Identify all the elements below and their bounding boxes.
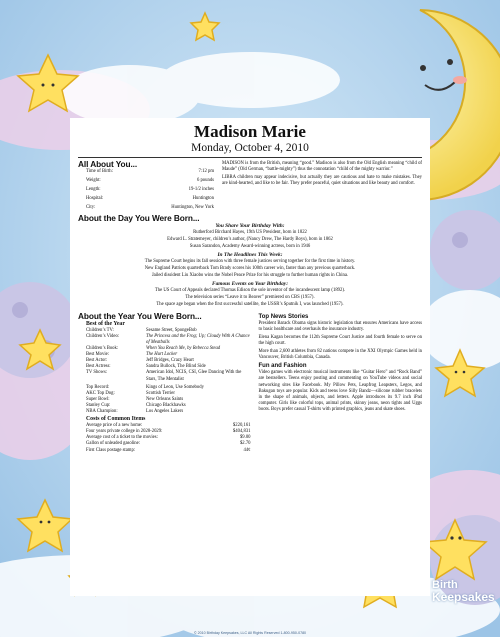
cost-row: Four years private college in 2028-2029: $404,831 xyxy=(86,429,251,435)
news-item: Elena Kagan becomes the 112th Supreme Court Justice and fourth female to serve on the high court. xyxy=(258,335,422,347)
birthday-item: Susan Sarandon, Academy Award-winning actress, born in 1946 xyxy=(189,244,311,250)
copyright-footer: © 2010 Birthday Keepsakes, LLC All Rights Reserved 1-800-950-0780 xyxy=(193,631,307,635)
best-row: TV Shows: American Idol, NCIS, CSI, Glee Dancing With the Stars, The Mentalist xyxy=(86,370,242,382)
brand-logo: Birth Keepsakes xyxy=(432,579,495,604)
section-title-year-born: About the Year You Were Born... xyxy=(78,310,202,321)
top-news-title: Top News Stories xyxy=(258,313,309,320)
name-meaning-text: MADISON is from the British, meaning “good.” Madison is also from the Old English meaning “child of Maude” (Old German, “battle-mighty”) thus the connotation “child of the mighty warrior.” xyxy=(222,161,422,173)
fact-row: Weight: 6 pounds xyxy=(86,178,214,184)
birthday-item: Edward L. Stratemeyer, children’s author, (Nancy Drew, The Hardy Boys), born in 1862 xyxy=(167,237,333,243)
section-title-all-about: All About You... xyxy=(78,159,138,169)
birthday-title: You Share Your Birthday With: xyxy=(215,223,285,230)
news-item: More than 2,600 athletes from 82 nations compete in the XXI Olympic Games held in Vancouver, British Columbia, Canada. xyxy=(258,349,422,361)
cost-row: Average cost of a ticket to the movies: $9.00 xyxy=(86,435,251,441)
fact-row: Length: 19-1/2 inches xyxy=(86,187,214,193)
best-row: AKC Top Dog: Scottish Terrier xyxy=(86,390,175,396)
baby-name: Madison Marie xyxy=(194,122,306,141)
famous-event-item: The television series “Leave it to Beaver” premiered on CBS (1957). xyxy=(185,294,315,300)
headlines-title: In The Headlines This Week: xyxy=(217,252,283,259)
best-row: Children’s Video: The Princess and the Frog; Up; Cloudy With A Chance of Meatballs xyxy=(86,333,250,345)
best-row: Super Bowl: New Orleans Saints xyxy=(86,396,184,402)
cost-row: Average price of a new home: $220,161 xyxy=(86,423,251,429)
birth-date: Monday, October 4, 2010 xyxy=(191,142,309,154)
famous-events-title: Famous Events on Your Birthday: xyxy=(212,281,288,288)
fact-row: Hospital: Huntington xyxy=(86,196,214,202)
fact-row: Time of Birth: 7:12 pm xyxy=(86,169,214,174)
fact-row: City: Huntington, New York xyxy=(86,205,214,211)
best-of-year-title: Best of the Year xyxy=(86,320,125,327)
headline-item: The Supreme Court begins its fall session with three female justices serving together for the first time in history. xyxy=(144,258,356,264)
best-row: Children’s Book: When You Reach Me, by Rebecca Stead xyxy=(86,346,221,352)
best-row: Children’s TV: Sesame Street, SpongeBob xyxy=(86,327,197,333)
headline-item: Jailed dissident Liu Xiaobo wins the Nobel Peace Prize for his struggle to further human rights in China. xyxy=(151,272,349,278)
divider xyxy=(78,157,422,158)
famous-event-item: The space age began when the first successful satellite, the USSR’s Sputnik I, was launched (1957). xyxy=(156,301,344,307)
cost-row: First Class postage stamp: 44¢ xyxy=(86,447,251,453)
famous-event-item: The US Court of Appeals declared Thomas Edison the sole inventor of the incandescent lamp (1892). xyxy=(154,287,346,293)
name-meaning xyxy=(222,161,422,211)
best-row: Top Record: Kings of Leon, Use Somebody xyxy=(86,384,204,390)
best-row: Best Actor: Jeff Bridges, Crazy Heart xyxy=(86,358,194,364)
headline-item: New England Patriots quarterback Tom Brady scores his 100th career win, faster than any previous quarterback. xyxy=(144,265,356,271)
costs-title: Costs of Common Items xyxy=(86,416,146,423)
best-row: Best Actress: Sandra Bullock, The Blind Side xyxy=(86,364,206,370)
best-row: Stanley Cup: Chicago Blackhawks xyxy=(86,402,186,408)
best-of-year-column xyxy=(86,321,251,454)
news-column xyxy=(259,312,423,454)
sign-meaning-text: LIBRA children may appear indecisive, but actually they are cautious and hate to make mistakes. They are kind-hearted, and like to be fair. They prefer peaceful, quiet situations and like beauty and comfort. xyxy=(222,175,422,187)
birth-announcement-page xyxy=(70,118,430,596)
birthday-item: Rutherford Birchard Hayes, 19th US President, born in 1822 xyxy=(193,229,307,235)
best-row: NBA Champion: Los Angeles Lakers xyxy=(86,409,184,415)
cost-row: Gallon of unleaded gasoline: $2.70 xyxy=(86,441,251,447)
birth-facts xyxy=(86,169,214,211)
news-item: President Barack Obama signs historic legislation that ensures Americans have access to basic healthcare and overhauls the insurance industry. xyxy=(258,320,422,332)
fun-fashion-text: Video games with electronic musical instruments like “Guitar Hero” and “Rock Band” are bestsellers. Teens enjoy posting and commenting on YouTube videos and social networking sites like Facebook. My Pillow Pets, Leapfrog Leapsters, Legos, and Bakugan toys are popular. Kids and teens love Silly Bandz—silicone rubber bracelets in the shape of animals, objects, and letters. Apple introduces its 9.7 inch iPad computer. Girls like colorful tops, animal prints, skinny jeans, neon tights and Uggs boots. Boys prefer casual T-shirts with printed graphics, jeans and skate shoes. xyxy=(258,370,422,412)
section-title-day-born: About the Day You Were Born... xyxy=(78,213,200,224)
best-row: Best Movie: The Hurt Locker xyxy=(86,352,178,358)
fun-fashion-title: Fun and Fashion xyxy=(258,363,307,370)
